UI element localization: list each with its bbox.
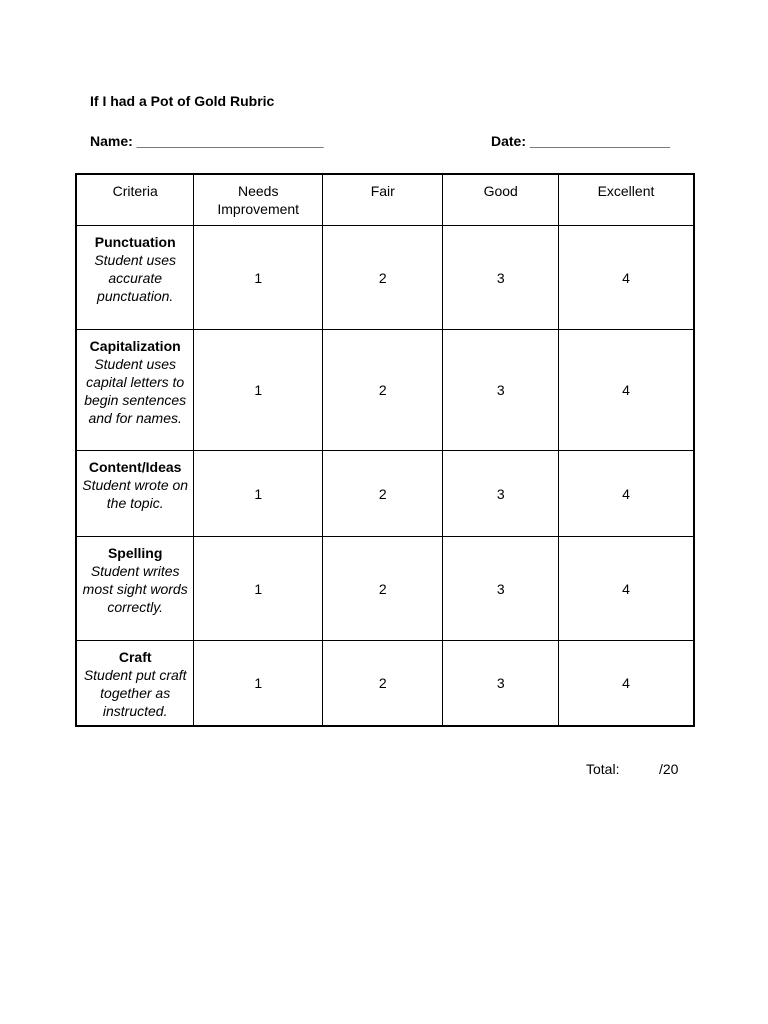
score-fair[interactable]: 2 <box>323 451 443 537</box>
table-row <box>76 226 694 330</box>
criteria-name: Punctuation <box>94 234 176 250</box>
rubric-table <box>75 173 695 727</box>
score-good[interactable]: 3 <box>443 537 558 641</box>
criteria-cell <box>76 330 194 451</box>
header-criteria: Criteria <box>76 174 194 226</box>
criteria-name: Craft <box>118 649 152 665</box>
header-good: Good <box>443 174 558 226</box>
score-needs-improvement[interactable]: 1 <box>194 226 323 330</box>
table-row <box>76 451 694 537</box>
criteria-name: Capitalization <box>89 338 181 354</box>
table-header-row <box>76 174 694 226</box>
criteria-cell <box>76 451 194 537</box>
criteria-description: Student wrote on the topic. <box>82 477 189 511</box>
criteria-cell <box>76 226 194 330</box>
criteria-cell <box>76 641 194 726</box>
score-fair[interactable]: 2 <box>323 641 443 726</box>
table-row <box>76 537 694 641</box>
criteria-name: Spelling <box>107 545 163 561</box>
rubric-title: If I had a Pot of Gold Rubric <box>90 93 275 109</box>
date-field[interactable]: Date: __________________ <box>491 133 671 149</box>
name-field[interactable]: Name: ________________________ <box>90 133 324 149</box>
criteria-description: Student writes most sight words correctly. <box>82 563 188 615</box>
header-excellent: Excellent <box>558 174 694 226</box>
score-good[interactable]: 3 <box>443 330 558 451</box>
score-good[interactable]: 3 <box>443 641 558 726</box>
score-fair[interactable]: 2 <box>323 226 443 330</box>
score-excellent[interactable]: 4 <box>558 330 694 451</box>
score-excellent[interactable]: 4 <box>558 537 694 641</box>
score-good[interactable]: 3 <box>443 226 558 330</box>
score-good[interactable]: 3 <box>443 451 558 537</box>
criteria-cell <box>76 537 194 641</box>
table-row <box>76 330 694 451</box>
score-excellent[interactable]: 4 <box>558 451 694 537</box>
table-row <box>76 641 694 726</box>
score-needs-improvement[interactable]: 1 <box>194 451 323 537</box>
score-needs-improvement[interactable]: 1 <box>194 537 323 641</box>
score-fair[interactable]: 2 <box>323 537 443 641</box>
criteria-description: Student uses accurate punctuation. <box>94 252 177 304</box>
header-needs-improvement: Needs Improvement <box>194 174 323 226</box>
criteria-name: Content/Ideas <box>88 459 182 475</box>
score-fair[interactable]: 2 <box>323 330 443 451</box>
criteria-description: Student put craft together as instructed. <box>83 667 187 719</box>
score-needs-improvement[interactable]: 1 <box>194 641 323 726</box>
total-value[interactable]: /20 <box>659 761 679 777</box>
score-needs-improvement[interactable]: 1 <box>194 330 323 451</box>
total-label: Total: <box>586 761 620 777</box>
score-excellent[interactable]: 4 <box>558 641 694 726</box>
criteria-description: Student uses capital letters to begin sentences and for names. <box>84 356 187 426</box>
score-excellent[interactable]: 4 <box>558 226 694 330</box>
header-fair: Fair <box>323 174 443 226</box>
